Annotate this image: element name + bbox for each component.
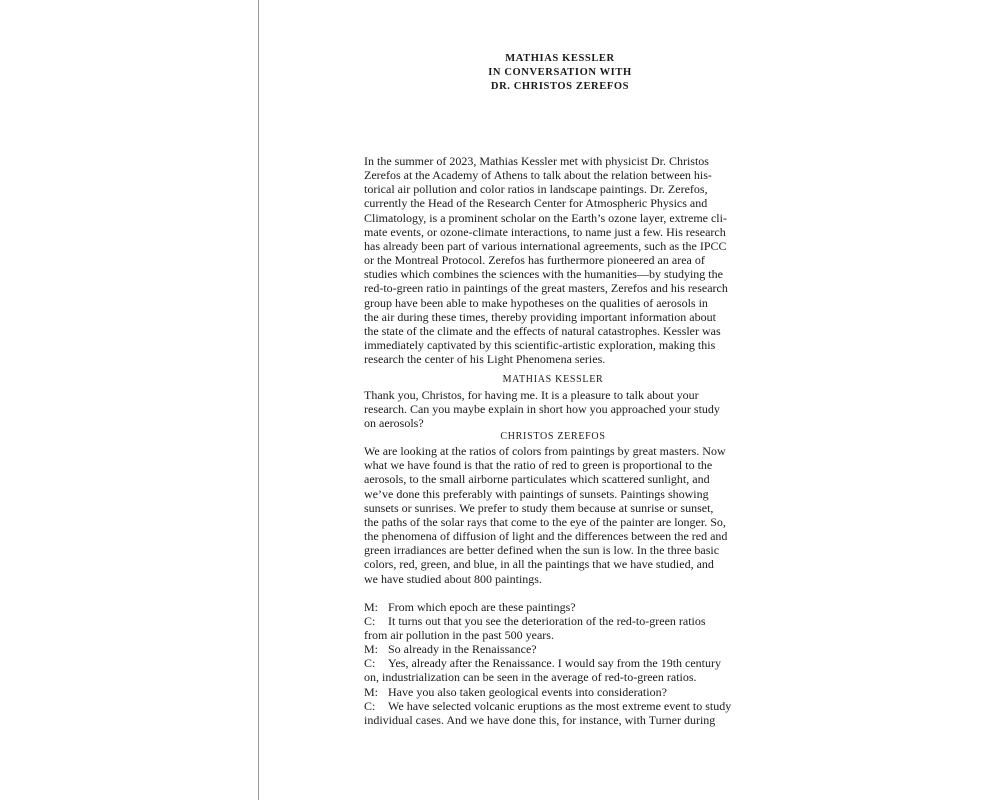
intro-line: red-to-green ratio in paintings of the great masters, Zerefos and his research: [364, 281, 728, 296]
dialogue-section: [364, 600, 754, 727]
intro-line: the state of the climate and the effects of natural catastrophes. Kessler was: [364, 323, 721, 338]
answer-line: aerosols, to the small airborne particulates which scattered sunlight, and: [364, 472, 710, 487]
kessler-question: [364, 388, 754, 430]
page-title: [460, 52, 660, 94]
speaker-initial: C:: [364, 698, 376, 713]
intro-line: has already been part of various international agreements, such as the IPCC: [364, 238, 727, 253]
dialogue-text: Have you also taken geological events into consideration?: [388, 684, 667, 699]
intro-line: the air during these times, thereby providing important information about: [364, 309, 716, 324]
speaker-label-zerefos: CHRISTOS ZEREFOS: [500, 430, 606, 442]
dialogue-text: So already in the Renaissance?: [388, 642, 537, 657]
page-spine-divider: [258, 0, 259, 800]
speaker-label-kessler: MATHIAS KESSLER: [502, 374, 604, 386]
dialogue-line: [364, 656, 754, 670]
speaker-initial: M:: [364, 684, 379, 699]
dialogue-continuation: from air pollution in the past 500 years.: [364, 628, 554, 642]
intro-line: immediately captivated by this scientific-artistic exploration, making this: [364, 338, 716, 353]
article-body: [364, 154, 754, 727]
intro-paragraph: [364, 154, 754, 366]
speaker-initial: M:: [364, 642, 379, 657]
answer-line: We are looking at the ratios of colors from paintings by great masters. Now: [364, 444, 726, 459]
intro-line: group have been able to make hypotheses on the qualities of aerosols in: [364, 295, 708, 310]
dialogue-continuation: individual cases. And we have done this, for instance, with Turner during: [364, 712, 716, 727]
intro-line: Zerefos at the Academy of Athens to talk about the relation between his-: [364, 168, 712, 183]
intro-line: torical air pollution and color ratios in landscape paintings. Dr. Zerefos,: [364, 182, 708, 197]
intro-line: mate events, or ozone-climate interactions, to name just a few. His research: [364, 224, 726, 239]
question-line: research. Can you maybe explain in short how you approached your study: [364, 401, 720, 416]
intro-line: or the Montreal Protocol. Zerefos has furthermore pioneered an area of: [364, 253, 705, 268]
intro-line: In the summer of 2023, Mathias Kessler met with physicist Dr. Christos: [364, 154, 709, 168]
dialogue-line: [364, 699, 754, 713]
zerefos-answer: [364, 444, 754, 586]
dialogue-text: It turns out that you see the deterioration of the red-to-green ratios: [388, 613, 706, 628]
dialogue-text: From which epoch are these paintings?: [388, 599, 576, 614]
dialogue-text: We have selected volcanic eruptions as the most extreme event to study: [388, 698, 732, 713]
title-line-1: MATHIAS KESSLER: [505, 53, 615, 64]
speaker-initial: M:: [364, 599, 379, 614]
speaker-initial: C:: [364, 656, 376, 671]
answer-line: colors, red, green, and blue, in all the paintings that we have studied, and: [364, 557, 714, 572]
dialogue-line: [364, 614, 754, 628]
answer-line: green irradiances are better defined when the sun is low. In the three basic: [364, 543, 720, 558]
title-line-2: IN CONVERSATION WITH: [488, 67, 632, 78]
answer-line: we have studied about 800 paintings.: [364, 571, 542, 586]
title-line-3: DR. CHRISTOS ZEREFOS: [490, 81, 630, 92]
answer-line: sunsets or sunrises. We prefer to study them because at sunrise or sunset,: [364, 500, 714, 515]
intro-line: research the center of his Light Phenomena series.: [364, 352, 606, 367]
intro-line: currently the Head of the Research Center for Atmospheric Physics and: [364, 196, 708, 211]
dialogue-line: [364, 642, 754, 656]
dialogue-line: [364, 600, 754, 614]
question-line: Thank you, Christos, for having me. It is a pleasure to talk about your: [364, 387, 699, 402]
answer-line: the paths of the solar rays that come to the eye of the painter are longer. So,: [364, 514, 726, 529]
question-line: on aerosols?: [364, 415, 424, 430]
answer-line: the phenomena of diffusion of light and the differences between the red and: [364, 529, 728, 544]
speaker-initial: C:: [364, 613, 376, 628]
dialogue-continuation: on, industrialization can be seen in the average of red-to-green ratios.: [364, 670, 697, 685]
dialogue-text: Yes, already after the Renaissance. I would say from the 19th century: [388, 656, 722, 671]
dialogue-line: [364, 685, 754, 699]
intro-line: studies which combines the sciences with the humanities—by studying the: [364, 267, 723, 282]
intro-line: Climatology, is a prominent scholar on the Earth’s ozone layer, extreme cli-: [364, 210, 727, 225]
answer-line: what we have found is that the ratio of red to green is proportional to the: [364, 458, 713, 473]
answer-line: we’ve done this preferably with paintings of sunsets. Paintings showing: [364, 486, 709, 501]
